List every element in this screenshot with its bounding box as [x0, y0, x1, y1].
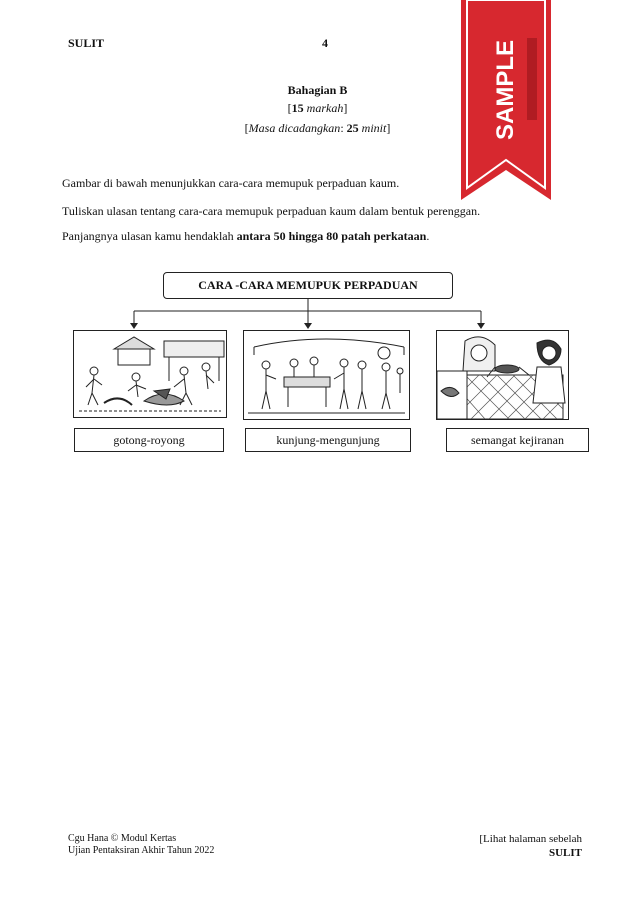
- time-sep: :: [340, 121, 347, 135]
- instruction-3: [62, 229, 429, 244]
- marks-word: markah: [306, 101, 344, 115]
- marks-line: [0, 101, 635, 116]
- instruction-3-prefix: Panjangnya ulasan kamu hendaklah: [62, 229, 237, 243]
- page-number: 4: [322, 36, 328, 50]
- marks-number: 15: [291, 101, 304, 115]
- time-label: Masa dicadangkan: [248, 121, 341, 135]
- footer-left-line-1: Cgu Hana © Modul Kertas: [68, 833, 177, 844]
- diagram-title: CARA -CARA MEMUPUK PERPADUAN: [163, 272, 453, 299]
- instruction-3-bold: antara 50 hingga 80 patah perkataan: [236, 229, 427, 243]
- watermark-text: SAMPLE: [492, 39, 519, 140]
- instruction-3-suffix: .: [426, 229, 430, 243]
- footer-right-line-1: [Lihat halaman sebelah: [479, 833, 582, 845]
- time-word: minit: [361, 121, 387, 135]
- section-title: Bahagian B: [287, 83, 348, 97]
- instruction-1: Gambar di bawah menunjukkan cara-cara memupuk perpaduan kaum.: [62, 176, 400, 190]
- marks-open: [: [287, 101, 292, 115]
- marks-close: ]: [343, 101, 348, 115]
- footer-right: [479, 832, 582, 860]
- semangat-kejiranan-picture: [436, 330, 569, 420]
- footer-left-line-2: Ujian Pentaksiran Akhir Tahun 2022: [68, 845, 215, 856]
- header-sulit: SULIT: [68, 36, 105, 50]
- kunjung-mengunjung-picture: [243, 330, 410, 420]
- footer-right-line-2: SULIT: [548, 847, 582, 859]
- diagram-connectors: [0, 299, 635, 333]
- time-open: [: [244, 121, 249, 135]
- label-kunjung-mengunjung: kunjung-mengunjung: [245, 428, 411, 452]
- sample-watermark-ribbon: [461, 0, 551, 200]
- time-number: 25: [346, 121, 359, 135]
- instruction-2: Tuliskan ulasan tentang cara-cara memupuk perpaduan kaum dalam bentuk perenggan.: [62, 204, 481, 218]
- time-close: ]: [386, 121, 391, 135]
- time-line: [0, 121, 635, 136]
- gotong-royong-picture: [73, 330, 227, 418]
- label-semangat-kejiranan: semangat kejiranan: [446, 428, 589, 452]
- footer-left: [68, 833, 214, 857]
- label-gotong-royong: gotong-royong: [74, 428, 224, 452]
